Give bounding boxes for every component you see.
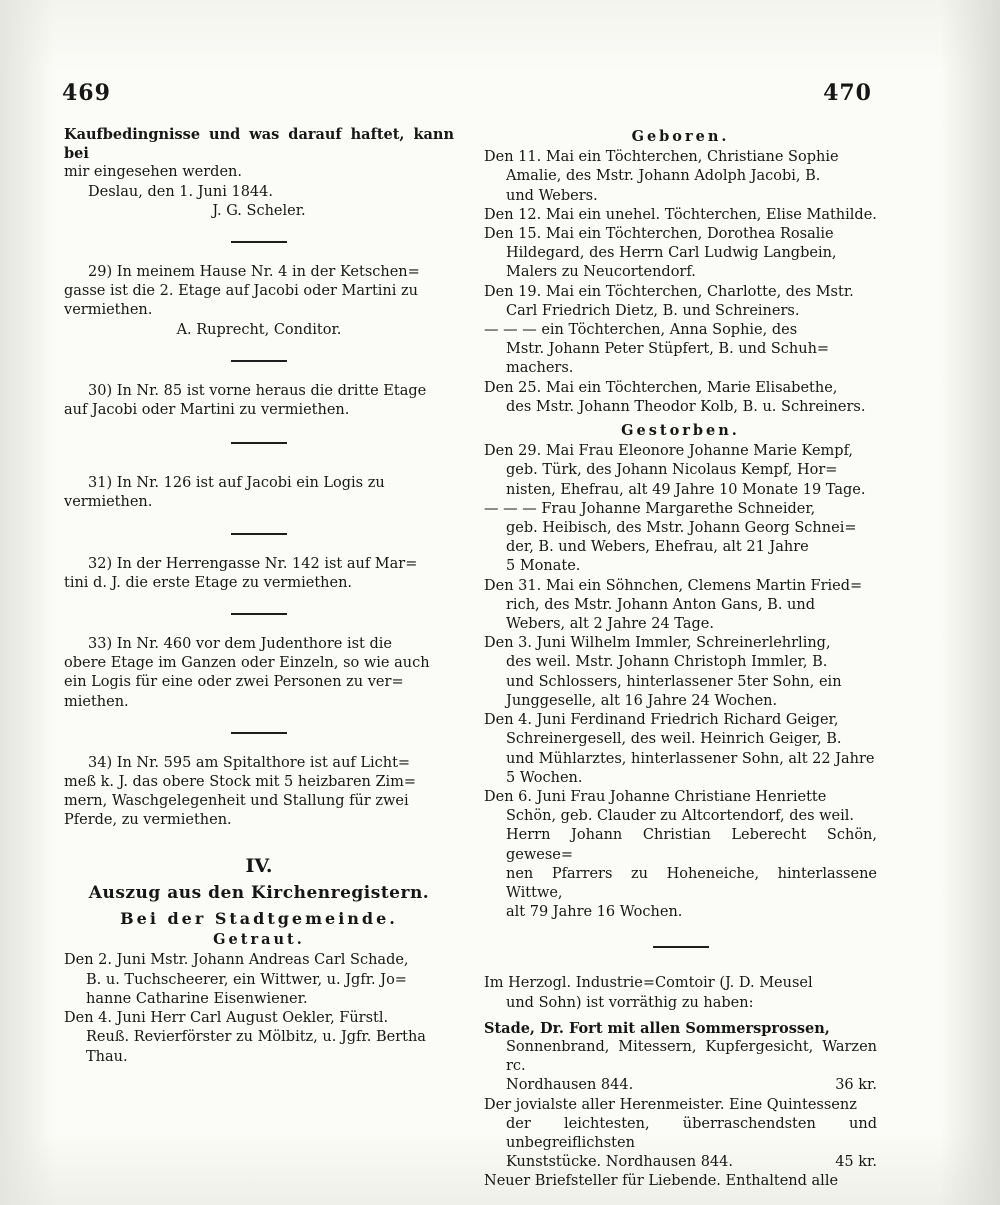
- text-line: ein Logis für eine oder zwei Personen zu ver=: [64, 674, 404, 691]
- text-line: Im Herzogl. Industrie=Comtoir (J. D. Meusel: [484, 975, 813, 992]
- text-line: alt 79 Jahre 16 Wochen.: [506, 904, 683, 921]
- text-line: [484, 1153, 877, 1172]
- scan-shadow-left: [0, 0, 55, 1205]
- signature: J. G. Scheler.: [212, 202, 306, 219]
- text-line: Den 4. Juni Ferdinand Friedrich Richard Geiger,: [484, 712, 839, 729]
- text-line: Den 6. Juni Frau Johanne Christiane Henriette: [484, 788, 827, 805]
- birth-entry: [484, 379, 877, 417]
- text-line: des weil. Mstr. Johann Christoph Immler, B.: [506, 654, 828, 671]
- heading-gestorben: Gestorben.: [621, 422, 740, 440]
- announcement-31: [64, 474, 454, 512]
- text-line: Den 2. Juni Mstr. Johann Andreas Carl Schade,: [64, 952, 409, 969]
- left-column: [64, 125, 454, 1067]
- text-line: Den 29. Mai Frau Eleonore Johanne Marie Kempf,: [484, 443, 854, 460]
- text-line: 31) In Nr. 126 ist auf Jacobi ein Logis zu: [88, 475, 385, 492]
- text-line: Pferde, zu vermiethen.: [64, 812, 232, 829]
- text-line: — — — Frau Johanne Margarethe Schneider,: [484, 500, 816, 517]
- text-line: vermiethen.: [64, 494, 153, 511]
- text-line: Neuer Briefsteller für Liebende. Enthaltend alle: [484, 1173, 839, 1190]
- text-line: und Schlossers, hinterlassener 5ter Sohn, ein: [506, 673, 842, 690]
- text-line: Schreinergesell, des weil. Heinrich Geiger, B.: [506, 731, 842, 748]
- text-line: Den 19. Mai ein Töchterchen, Charlotte, des Mstr.: [484, 283, 854, 300]
- divider: [231, 613, 287, 615]
- death-entry: [484, 577, 877, 635]
- birth-entry: [484, 148, 877, 206]
- text-line: nisten, Ehefrau, alt 49 Jahre 10 Monate 19 Tage.: [506, 481, 866, 498]
- text-line: Webers, alt 2 Jahre 24 Tage.: [506, 616, 714, 633]
- heading-geboren: Geboren.: [631, 128, 730, 145]
- book-imprint: Nordhausen 844.: [506, 1077, 634, 1094]
- text-line: [484, 1076, 877, 1095]
- text-line: Den 4. Juni Herr Carl August Oekler, Fürstl.: [64, 1010, 389, 1027]
- text-line: machers.: [506, 360, 574, 377]
- text-line: meß k. J. das obere Stock mit 5 heizbaren Zim=: [64, 774, 417, 791]
- text-line: obere Etage im Ganzen oder Einzeln, so wie auch: [64, 655, 430, 672]
- divider: [231, 442, 287, 444]
- divider: [231, 241, 287, 243]
- text-line: und Webers.: [506, 187, 598, 204]
- birth-entry: [484, 206, 877, 225]
- text-line: Kaufbedingnisse und was darauf haftet, kann bei: [64, 126, 454, 163]
- text-line: Der jovialste aller Herenmeister. Eine Quintessenz: [484, 1096, 857, 1113]
- text-line: tini d. J. die erste Etage zu vermiethen.: [64, 574, 353, 591]
- text-line: miethen.: [64, 693, 129, 710]
- text-line: Den 11. Mai ein Töchterchen, Christiane Sophie: [484, 149, 839, 166]
- death-entry: [484, 788, 877, 922]
- marriage-entry: [64, 1009, 454, 1067]
- text-line: Amalie, des Mstr. Johann Adolph Jacobi, B.: [506, 168, 821, 185]
- heading-getraut: Getraut.: [213, 931, 305, 949]
- text-line: 30) In Nr. 85 ist vorne heraus die dritte Etage: [88, 382, 427, 399]
- text-line: auf Jacobi oder Martini zu vermiethen.: [64, 402, 350, 419]
- announcement-33: [64, 635, 454, 712]
- section-subtitle: Bei der Stadtgemeinde.: [120, 909, 398, 929]
- text-line: 5 Wochen.: [506, 769, 583, 786]
- text-line: des Mstr. Johann Theodor Kolb, B. u. Schreiners.: [506, 398, 866, 415]
- text-line: mern, Waschgelegenheit und Stallung für zwei: [64, 793, 409, 810]
- text-line: Hildegard, des Herrn Carl Ludwig Langbein,: [506, 245, 837, 262]
- death-entry: [484, 500, 877, 577]
- page-number-left: 469: [62, 80, 111, 106]
- book-imprint: Kunststücke. Nordhausen 844.: [506, 1154, 733, 1171]
- text-line: Junggeselle, alt 16 Jahre 24 Wochen.: [506, 692, 778, 709]
- divider: [231, 732, 287, 734]
- text-line: 33) In Nr. 460 vor dem Judenthore ist die: [88, 636, 392, 653]
- text-line: Stade, Dr. Fort mit allen Sommersprossen,: [484, 1019, 830, 1037]
- text-line: Mstr. Johann Peter Stüpfert, B. und Schuh=: [506, 341, 830, 358]
- text-line: der leichtesten, überraschendsten und unbegreiflichsten: [506, 1115, 877, 1151]
- marriage-entry: [64, 951, 454, 1009]
- announcement-30: [64, 382, 454, 420]
- text-line: Reuß. Revierförster zu Mölbitz, u. Jgfr. Bertha: [86, 1029, 426, 1046]
- text-line: Den 12. Mai ein unehel. Töchterchen, Elise Mathilde.: [484, 206, 877, 223]
- text-line: gasse ist die 2. Etage auf Jacobi oder Martini zu: [64, 283, 418, 300]
- text-line: geb. Heibisch, des Mstr. Johann Georg Schnei=: [506, 520, 857, 537]
- section-number: IV.: [245, 854, 273, 877]
- birth-entry: [484, 283, 877, 321]
- text-line: Herrn Johann Christian Leberecht Schön, gewese=: [506, 827, 877, 863]
- announcement-32: [64, 555, 454, 593]
- text-line: Den 25. Mai ein Töchterchen, Marie Elisabethe,: [484, 379, 838, 396]
- text-line: hanne Catharine Eisenwiener.: [86, 990, 308, 1007]
- text-line: der, B. und Webers, Ehefrau, alt 21 Jahre: [506, 539, 809, 556]
- text-line: vermiethen.: [64, 302, 153, 319]
- divider: [231, 360, 287, 362]
- text-line: 5 Monate.: [506, 558, 581, 575]
- text-line: B. u. Tuchscheerer, ein Wittwer, u. Jgfr. Jo=: [86, 971, 407, 988]
- text-line: Den 31. Mai ein Söhnchen, Clemens Martin Fried=: [484, 577, 863, 594]
- death-entry: [484, 634, 877, 711]
- bookshop-advertisement: [484, 974, 877, 1191]
- text-line: geb. Türk, des Johann Nicolaus Kempf, Hor=: [506, 462, 838, 479]
- text-line: — — — ein Töchterchen, Anna Sophie, des: [484, 322, 798, 339]
- text-line: und Sohn) ist vorräthig zu haben:: [506, 994, 754, 1011]
- text-line: Carl Friedrich Dietz, B. und Schreiners.: [506, 302, 800, 319]
- text-line: 34) In Nr. 595 am Spitalthore ist auf Licht=: [88, 754, 411, 771]
- text-line: nen Pfarrers zu Hoheneiche, hinterlassene Wittwe,: [506, 865, 877, 901]
- divider: [231, 533, 287, 535]
- price: 36 kr.: [835, 1077, 877, 1094]
- announcement-28-end: [64, 125, 454, 221]
- text-line: Thau.: [86, 1048, 128, 1065]
- dateline: Deslau, den 1. Juni 1844.: [88, 183, 273, 200]
- text-line: mir eingesehen werden.: [64, 164, 242, 181]
- text-line: Den 15. Mai ein Töchterchen, Dorothea Rosalie: [484, 226, 834, 243]
- text-line: 29) In meinem Hause Nr. 4 in der Ketschen=: [88, 264, 420, 281]
- announcement-34: [64, 754, 454, 831]
- announcement-29: [64, 263, 454, 340]
- text-line: rich, des Mstr. Johann Anton Gans, B. und: [506, 596, 816, 613]
- right-column: [484, 125, 877, 1192]
- text-line: 32) In der Herrengasse Nr. 142 ist auf Mar=: [88, 555, 418, 572]
- text-line: Den 3. Juni Wilhelm Immler, Schreinerlehrling,: [484, 635, 831, 652]
- birth-entry: [484, 321, 877, 379]
- divider: [653, 946, 709, 948]
- section-title: Auszug aus den Kirchenregistern.: [88, 882, 430, 903]
- death-entry: [484, 711, 877, 788]
- scan-shadow-right: [940, 0, 1000, 1205]
- page-number-right: 470: [823, 80, 872, 106]
- text-line: Malers zu Neucortendorf.: [506, 264, 696, 281]
- text-line: Schön, geb. Clauder zu Altcortendorf, des weil.: [506, 808, 855, 825]
- text-line: und Mühlarztes, hinterlassener Sohn, alt 22 Jahre: [506, 750, 875, 767]
- birth-entry: [484, 225, 877, 283]
- death-entry: [484, 442, 877, 500]
- signature: A. Ruprecht, Conditor.: [176, 321, 342, 338]
- price: 45 kr.: [835, 1154, 877, 1171]
- text-line: Sonnenbrand, Mitessern, Kupfergesicht, Warzen rc.: [506, 1038, 877, 1075]
